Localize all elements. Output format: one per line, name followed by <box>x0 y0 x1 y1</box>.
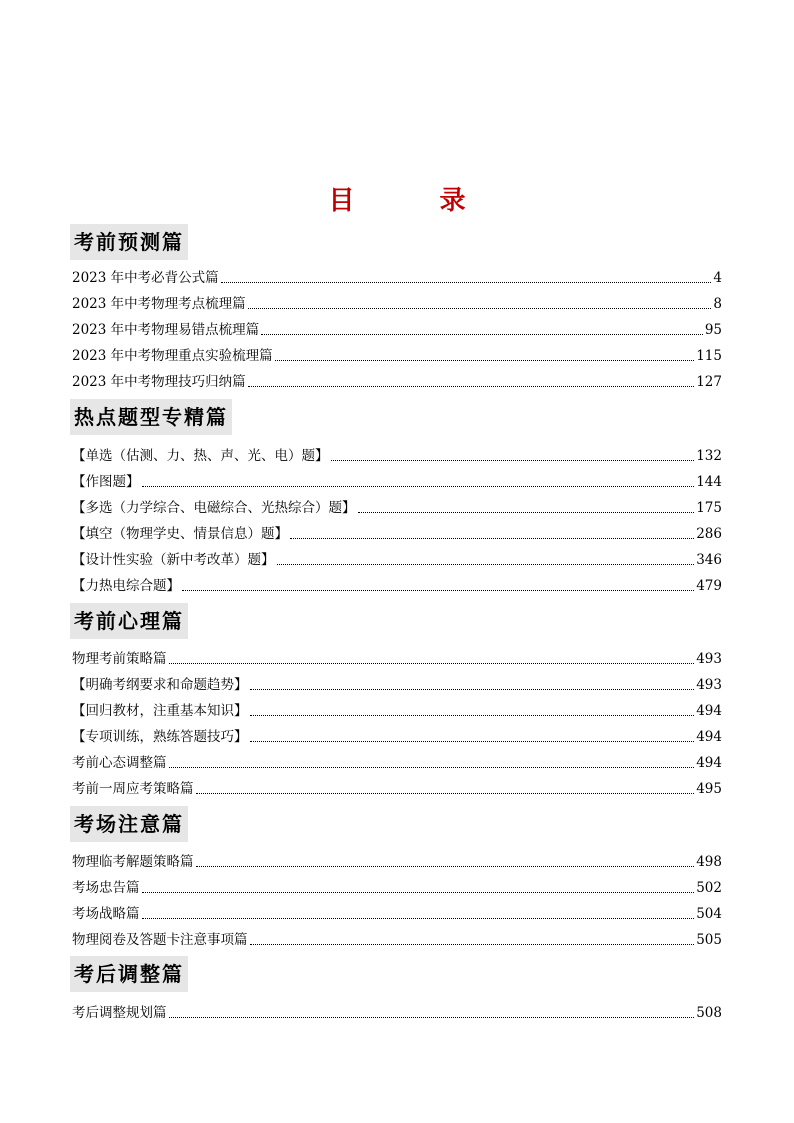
toc-entry-title: 2023 年中考物理考点梳理篇 <box>72 296 246 312</box>
dot-leader <box>169 1017 695 1018</box>
section-heading: 考前预测篇 <box>70 224 188 260</box>
toc-entry[interactable] <box>72 1003 722 1023</box>
section-heading: 热点题型专精篇 <box>70 399 232 435</box>
toc-entry-title: 【力热电综合题】 <box>72 578 180 594</box>
toc-entry-title: 考场忠告篇 <box>72 880 140 896</box>
toc-entry[interactable] <box>72 727 722 747</box>
toc-entry[interactable] <box>72 498 722 518</box>
toc-entry-page: 479 <box>696 578 722 594</box>
toc-entry-page: 502 <box>696 880 722 896</box>
dot-leader <box>250 741 695 742</box>
dot-leader <box>250 715 695 716</box>
dot-leader <box>250 689 695 690</box>
dot-leader <box>169 663 695 664</box>
toc-entry[interactable] <box>72 372 722 392</box>
toc-entry-title: 物理临考解题策略篇 <box>72 854 194 870</box>
toc-entry-page: 175 <box>696 500 722 516</box>
toc-entry[interactable] <box>72 472 722 492</box>
toc-entry-title: 【作图题】 <box>72 474 140 490</box>
dot-leader <box>142 892 695 893</box>
toc-entry-page: 493 <box>696 677 722 693</box>
toc-entry-page: 495 <box>696 781 722 797</box>
toc-entry-title: 物理阅卷及答题卡注意事项篇 <box>72 932 248 948</box>
toc-entry-title: 考前一周应考策略篇 <box>72 781 194 797</box>
toc-entry-title: 2023 年中考物理技巧归纳篇 <box>72 374 246 390</box>
dot-leader <box>248 308 712 309</box>
toc-entry-page: 8 <box>713 296 722 312</box>
toc-entry-page: 498 <box>696 854 722 870</box>
dot-leader <box>248 386 695 387</box>
toc-entry-page: 4 <box>713 270 722 286</box>
toc-entry-title: 【单选（估测、力、热、声、光、电）题】 <box>72 448 329 464</box>
toc-entry-page: 346 <box>696 552 722 568</box>
dot-leader <box>290 538 694 539</box>
dot-leader <box>250 944 695 945</box>
toc-entry[interactable] <box>72 446 722 466</box>
toc-entry[interactable] <box>72 701 722 721</box>
page-title: 目 录 <box>328 186 504 216</box>
toc-entry-title: 物理考前策略篇 <box>72 651 167 667</box>
toc-entry-page: 115 <box>696 348 722 364</box>
section-heading: 考后调整篇 <box>70 956 188 992</box>
dot-leader <box>358 512 695 513</box>
toc-entry-page: 127 <box>696 374 722 390</box>
toc-entry-title: 【专项训练，熟练答题技巧】 <box>72 729 248 745</box>
toc-entry[interactable] <box>72 320 722 340</box>
dot-leader <box>261 334 703 335</box>
toc-entry-page: 493 <box>696 651 722 667</box>
toc-entry[interactable] <box>72 878 722 898</box>
toc-entry[interactable] <box>72 904 722 924</box>
toc-entry[interactable] <box>72 550 722 570</box>
toc-entry-title: 【多选（力学综合、电磁综合、光热综合）题】 <box>72 500 356 516</box>
section-heading: 考场注意篇 <box>70 806 188 842</box>
toc-entry-page: 144 <box>696 474 722 490</box>
toc-entry-title: 考后调整规划篇 <box>72 1005 167 1021</box>
toc-entry-title: 【设计性实验（新中考改革）题】 <box>72 552 275 568</box>
toc-entry-title: 【回归教材，注重基本知识】 <box>72 703 248 719</box>
toc-entry[interactable] <box>72 753 722 773</box>
dot-leader <box>331 460 695 461</box>
toc-entry[interactable] <box>72 852 722 872</box>
toc-entry-title: 【填空（物理学史、情景信息）题】 <box>72 526 288 542</box>
dot-leader <box>275 360 695 361</box>
toc-entry-title: 【明确考纲要求和命题趋势】 <box>72 677 248 693</box>
toc-entry-page: 508 <box>696 1005 722 1021</box>
toc-entry-page: 95 <box>704 322 722 338</box>
toc-entry[interactable] <box>72 268 722 288</box>
toc-entry-title: 考场战略篇 <box>72 906 140 922</box>
toc-entry-title: 2023 年中考物理易错点梳理篇 <box>72 322 260 338</box>
dot-leader <box>221 282 712 283</box>
dot-leader <box>196 866 695 867</box>
toc-entry-page: 494 <box>696 755 722 771</box>
toc-entry-page: 494 <box>696 729 722 745</box>
toc-entry[interactable] <box>72 346 722 366</box>
dot-leader <box>142 918 695 919</box>
toc-entry-title: 2023 年中考必背公式篇 <box>72 270 219 286</box>
toc-entry-title: 2023 年中考物理重点实验梳理篇 <box>72 348 273 364</box>
section-heading: 考前心理篇 <box>70 603 188 639</box>
toc-entry[interactable] <box>72 294 722 314</box>
toc-entry[interactable] <box>72 779 722 799</box>
toc-entry-page: 505 <box>696 932 722 948</box>
toc-entry-page: 132 <box>696 448 722 464</box>
toc-entry[interactable] <box>72 576 722 596</box>
dot-leader <box>277 564 695 565</box>
dot-leader <box>142 486 695 487</box>
dot-leader <box>196 793 695 794</box>
toc-entry-page: 286 <box>696 526 722 542</box>
dot-leader <box>169 767 695 768</box>
toc-entry-title: 考前心态调整篇 <box>72 755 167 771</box>
toc-entry[interactable] <box>72 524 722 544</box>
toc-entry[interactable] <box>72 649 722 669</box>
toc-entry[interactable] <box>72 930 722 950</box>
toc-entry-page: 494 <box>696 703 722 719</box>
toc-entry-page: 504 <box>696 906 722 922</box>
toc-entry[interactable] <box>72 675 722 695</box>
dot-leader <box>182 590 694 591</box>
